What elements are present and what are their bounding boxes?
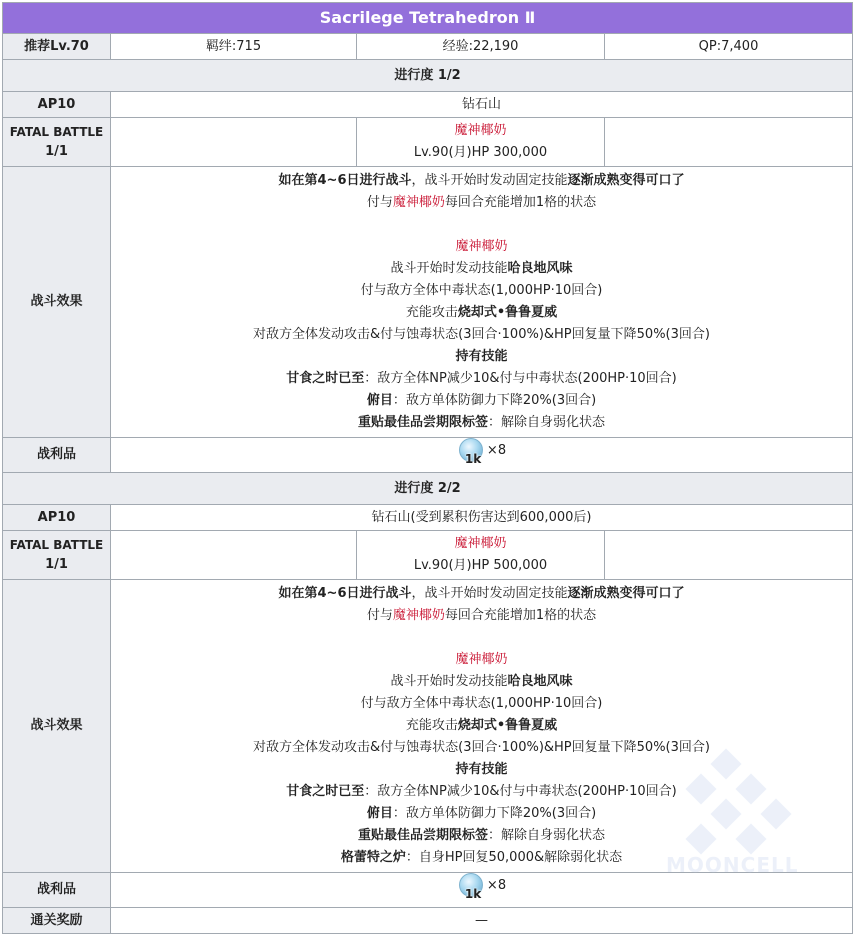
stage1-drop-row	[3, 438, 853, 473]
stage2-enemy-empty-right	[605, 531, 853, 580]
stage2-fatal-row	[3, 531, 853, 580]
effect-line: 充能攻击烧却式•鲁鲁夏威	[405, 718, 558, 733]
qp-orb-icon: 1k	[457, 873, 483, 899]
drop-multiplier: ×8	[486, 443, 507, 458]
enemy-name-link[interactable]: 魔神椰奶	[455, 239, 508, 254]
effect-line: 俯目：敌方单体防御力下降20%(3回合)	[366, 806, 597, 821]
stage2-effect-label: 战斗效果	[3, 580, 111, 873]
fatal-battle-label: FATAL BATTLE	[9, 538, 104, 552]
effect-line: 如在第4~6日进行战斗，战斗开始时发动固定技能逐渐成熟变得可口了	[278, 173, 685, 188]
enemy-name-link[interactable]: 魔神椰奶	[455, 652, 508, 667]
effect-line: 付与魔神椰奶每回合充能增加1格的状态	[366, 608, 597, 623]
effect-line: 战斗开始时发动技能哈良地风味	[390, 674, 573, 689]
enemy-name-link[interactable]: 魔神椰奶	[454, 123, 507, 138]
effect-line: 充能攻击烧却式•鲁鲁夏威	[405, 305, 558, 320]
stage2-drop-label: 战利品	[3, 873, 111, 908]
effect-spacer	[111, 214, 852, 236]
stage1-enemy-empty-left	[111, 118, 357, 167]
enemy-name-link[interactable]: 魔神椰奶	[392, 195, 445, 210]
effect-line: 对敌方全体发动攻击&付与蚀毒状态(3回合·100%)&HP回复量下降50%(3回合)	[253, 740, 710, 755]
stage1-enemy-cell	[357, 118, 605, 167]
qp-value: QP:7,400	[605, 34, 853, 60]
stage2-progress-row	[3, 473, 853, 505]
fatal-battle-count: 1/1	[45, 144, 68, 159]
stage2-enemy-cell	[357, 531, 605, 580]
effect-line: 重贴最佳品尝期限标签：解除自身弱化状态	[357, 828, 606, 843]
enemy-stats: Lv.90(月)HP 300,000	[413, 145, 548, 160]
effect-line: 对敌方全体发动攻击&付与蚀毒状态(3回合·100%)&HP回复量下降50%(3回合)	[253, 327, 710, 342]
stage1-progress-row	[3, 60, 853, 92]
enemy-stats: Lv.90(月)HP 500,000	[413, 558, 548, 573]
drop-multiplier: ×8	[486, 878, 507, 893]
quest-table	[2, 2, 853, 934]
stage2-fatal-battle	[3, 531, 111, 580]
quest-title: Sacrilege Tetrahedron Ⅱ	[3, 3, 853, 34]
effect-line: 付与魔神椰奶每回合充能增加1格的状态	[366, 195, 597, 210]
stage1-ap-row	[3, 92, 853, 118]
enemy-name-link[interactable]: 魔神椰奶	[454, 536, 507, 551]
stage2-drop-content	[111, 873, 853, 908]
clear-reward-label: 通关奖励	[3, 908, 111, 934]
stage1-ap-label: AP10	[3, 92, 111, 118]
drop-item[interactable]	[457, 873, 506, 899]
stage2-ap-label: AP10	[3, 505, 111, 531]
bond-value: 羁绊:715	[111, 34, 357, 60]
info-row	[3, 34, 853, 60]
stage2-drop-row	[3, 873, 853, 908]
stage2-effect-row	[3, 580, 853, 873]
skills-heading: 持有技能	[455, 762, 508, 777]
stage1-fatal-row	[3, 118, 853, 167]
drop-item[interactable]	[457, 438, 506, 464]
stage1-ap-value: 钻石山	[111, 92, 853, 118]
stage2-progress: 进行度 2/2	[3, 473, 853, 505]
clear-reward-row	[3, 908, 853, 934]
skills-heading: 持有技能	[455, 349, 508, 364]
stage1-effect-content	[111, 167, 853, 438]
stage1-drop-label: 战利品	[3, 438, 111, 473]
exp-value: 经验:22,190	[357, 34, 605, 60]
effect-line: 如在第4~6日进行战斗，战斗开始时发动固定技能逐渐成熟变得可口了	[278, 586, 685, 601]
effect-line: 重贴最佳品尝期限标签：解除自身弱化状态	[357, 415, 606, 430]
quest-title-row	[3, 3, 853, 34]
stage1-effect-label: 战斗效果	[3, 167, 111, 438]
fatal-battle-label: FATAL BATTLE	[9, 125, 104, 139]
effect-line: 付与敌方全体中毒状态(1,000HP·10回合)	[360, 283, 603, 298]
stage1-effect-row	[3, 167, 853, 438]
fatal-battle-count: 1/1	[45, 557, 68, 572]
stage2-ap-row	[3, 505, 853, 531]
clear-reward-value: —	[111, 908, 853, 934]
stage2-enemy-empty-left	[111, 531, 357, 580]
stage2-ap-value: 钻石山(受到累积伤害达到600,000后)	[111, 505, 853, 531]
stage1-enemy-empty-right	[605, 118, 853, 167]
recommended-level: 推荐Lv.70	[3, 34, 111, 60]
stage1-fatal-battle	[3, 118, 111, 167]
qp-orb-icon: 1k	[457, 438, 483, 464]
effect-line: 甘食之时已至：敌方全体NP减少10&付与中毒状态(200HP·10回合)	[286, 371, 677, 386]
effect-line: 俯目：敌方单体防御力下降20%(3回合)	[366, 393, 597, 408]
stage2-effect-content	[111, 580, 853, 873]
effect-line: 格蕾特之炉：自身HP回复50,000&解除弱化状态	[340, 850, 623, 865]
effect-line: 战斗开始时发动技能哈良地风味	[390, 261, 573, 276]
effect-spacer	[111, 627, 852, 649]
effect-line: 甘食之时已至：敌方全体NP减少10&付与中毒状态(200HP·10回合)	[286, 784, 677, 799]
effect-line: 付与敌方全体中毒状态(1,000HP·10回合)	[360, 696, 603, 711]
stage1-progress: 进行度 1/2	[3, 60, 853, 92]
watermark-text: MOONCELL	[666, 853, 799, 877]
enemy-name-link[interactable]: 魔神椰奶	[392, 608, 445, 623]
stage1-drop-content	[111, 438, 853, 473]
